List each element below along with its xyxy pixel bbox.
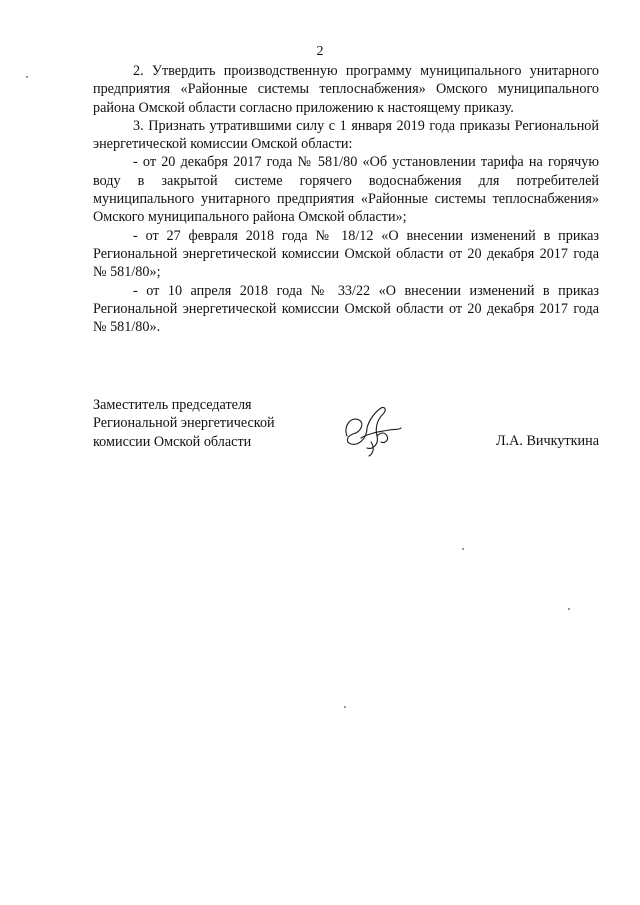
scan-speck (568, 608, 570, 610)
handwritten-signature (337, 398, 409, 460)
scan-speck (344, 706, 346, 708)
signatory-title-line: комиссии Омской области (93, 433, 252, 450)
repealed-order-33-22: - от 10 апреля 2018 года № 33/22 «О внесении изменений в приказ Региональной энергетической комиссии Омской области от 20 декабря 2017 года № 581/80». (93, 282, 599, 336)
document-body (93, 62, 599, 336)
paragraph-item-3: 3. Признать утратившими силу с 1 января 2019 года приказы Региональной энергетической комиссии Омской области: (93, 117, 599, 153)
page-number: 2 (316, 44, 324, 59)
signatory-name: Л.А. Вичкуткина (495, 433, 599, 449)
scan-speck (26, 76, 28, 78)
repealed-order-581-80: - от 20 декабря 2017 года № 581/80 «Об установлении тарифа на горячую воду в закрытой системе горячего водоснабжения для потребителей муниципального унитарного предприятия «Районные системы теплоснабжения» Омского муниципального района Омской области»; (93, 154, 599, 226)
signature-block (93, 396, 599, 456)
paragraph-item-2: 2. Утвердить производственную программу муниципального унитарного предприятия «Районные системы теплоснабжения» Омского муниципального района Омской области согласно приложению к настоящему приказу. (93, 63, 599, 116)
repealed-order-18-12: - от 27 февраля 2018 года № 18/12 «О внесении изменений в приказ Региональной энергетической комиссии Омской области от 20 декабря 2017 года № 581/80»; (93, 227, 599, 281)
scan-speck (462, 548, 464, 550)
signatory-title-line: Региональной энергетической (93, 415, 275, 432)
signatory-title-line: Заместитель председателя (93, 397, 252, 413)
